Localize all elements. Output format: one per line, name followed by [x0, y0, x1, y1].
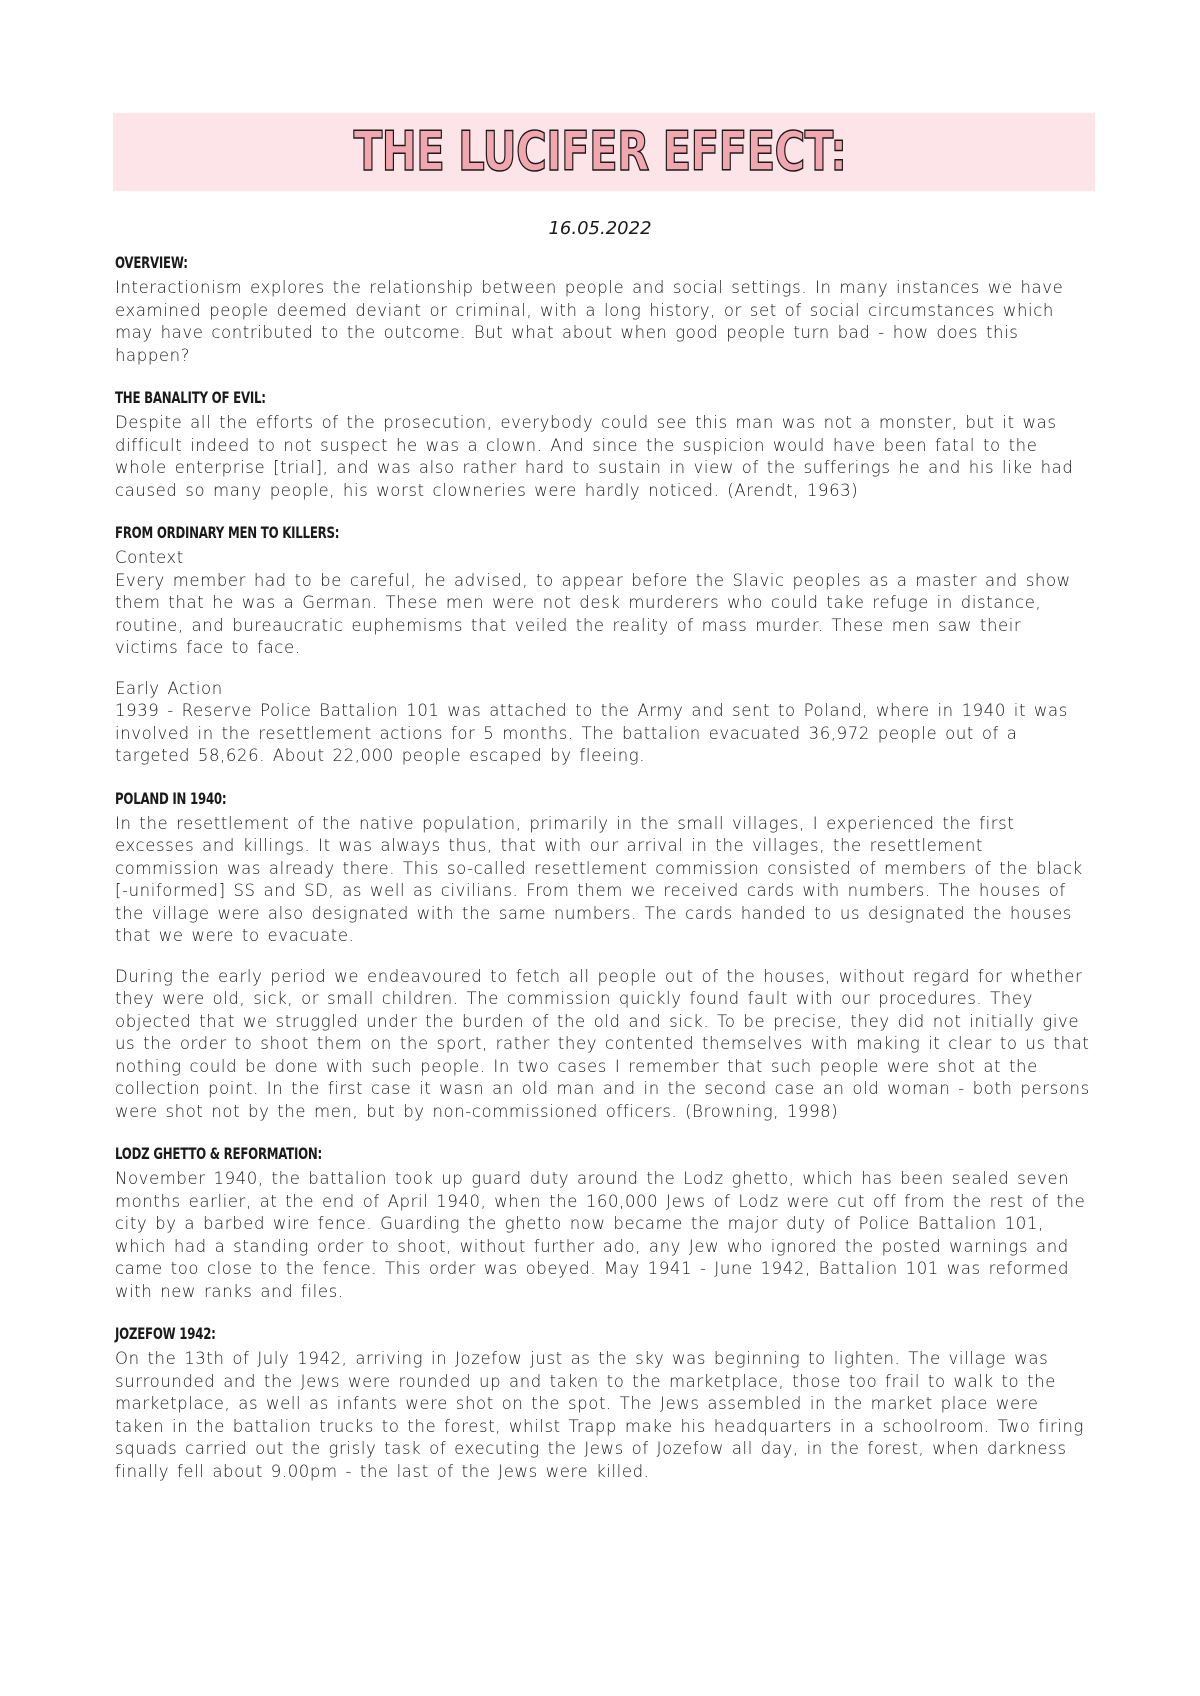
document-date: 16.05.2022 — [548, 218, 652, 239]
sub-label-context: Context — [115, 548, 184, 567]
page-title: THE LUCIFER EFFECT: — [353, 120, 847, 183]
sub-label-early-action: Early Action — [115, 678, 223, 698]
section-paragraph: 1939 - Reserve Police Battalion 101 was attached to the Army and sent to Poland, where in 1940 it was involved in the resettlement actions for 5 months. The battalion evacuated 36,972 people out of a targeted 58,626. About 22,000 people escaped by fleeing. — [115, 701, 1068, 765]
section-paragraph: Despite all the efforts of the prosecution, everybody could see this man was not a monster, but it was difficult indeed to not suspect he was a clown. And since the suspicion would have been fatal to the whole enterprise [trial], and was also rather hard to sustain in view of the sufferings he and his like had caused so many people, his worst clowneries were hardly noticed. (Arendt, 1963) — [115, 413, 1074, 500]
section-heading: POLAND IN 1940: — [115, 788, 227, 808]
section-ordinary-men — [115, 522, 1090, 768]
section-jozefow-1942 — [115, 1323, 1090, 1483]
section-paragraph: During the early period we endeavoured to fetch all people out of the houses, without regard for whether they were old, sick, or small children. The commission quickly found fault with our procedures. They objected that we struggled under the burden of the old and sick. To be precise, they did not initially give us the order to shoot them on the sport, rather they contented themselves with making it clear to us that nothing could be done with such people. In two cases I remember that such people were shot at the collection point. In the first case it wasn an old man and in the second case an old woman - both persons were shot not by the men, but by non-commissioned officers. (Browning, 1998) — [115, 966, 1090, 1121]
document-body — [115, 252, 1090, 1503]
section-paragraph: Every member had to be careful, he advised, to appear before the Slavic peoples as a master and show them that he was a German. These men were not desk murderers who could take refuge in distance, routine, and bureaucratic euphemisms that veiled the reality of mass murder. These men saw their victims face to face. — [115, 570, 1071, 657]
section-heading: THE BANALITY OF EVIL: — [115, 388, 266, 407]
section-paragraph: In the resettlement of the native population, primarily in the small villages, I experienced the first excesses and killings. It was always thus, that with our arrival in the villages, the resettlement commission was already there. This so-called resettlement commission consisted of members of the black [-uniformed] SS and SD, as well as civilians. From them we received cards with numbers. The houses of the village were also designated with the same numbers. The cards handed to us designated the houses that we were to evacuate. — [115, 813, 1083, 945]
section-heading: LODZ GHETTO & REFORMATION: — [115, 1144, 323, 1163]
section-heading: JOZEFOW 1942: — [115, 1324, 216, 1343]
section-overview — [115, 252, 1090, 367]
section-paragraph: Interactionism explores the relationship between people and social settings. In many instances we have examined people deemed deviant or criminal, with a long history, or set of social circumstances which may have contributed to the outcome. But what about when good people turn bad - how does this happen? — [115, 278, 1064, 365]
section-heading: FROM ORDINARY MEN TO KILLERS: — [115, 523, 340, 542]
section-heading: OVERVIEW: — [115, 253, 188, 272]
section-poland-1940 — [115, 788, 1090, 1124]
section-paragraph: November 1940, the battalion took up guard duty around the Lodz ghetto, which has been sealed seven months earlier, at the end of April 1940, when the 160,000 Jews of Lodz were cut off from the rest of the city by a barbed wire fence. Guarding the ghetto now became the major duty of Police Battalion 101, which had a standing order to shoot, without further ado, any Jew who ignored the posted warnings and came too close to the fence. This order was obeyed. May 1941 - June 1942, Battalion 101 was reformed with new ranks and files. — [115, 1169, 1086, 1301]
section-lodz-ghetto — [115, 1143, 1090, 1303]
section-paragraph: On the 13th of July 1942, arriving in Jozefow just as the sky was beginning to lighten. The village was surrounded and the Jews were rounded up and taken to the marketplace, those too frail to walk to the marketplace, as well as infants were shot on the spot. The Jews assembled in the market place were taken in the battalion trucks to the forest, whilst Trapp make his headquarters in a schoolroom. Two firing squads carried out the grisly task of executing the Jews of Jozefow all day, in the forest, when darkness finally fell about 9.00pm - the last of the Jews were killed. — [115, 1349, 1085, 1481]
section-banality-of-evil — [115, 387, 1090, 502]
